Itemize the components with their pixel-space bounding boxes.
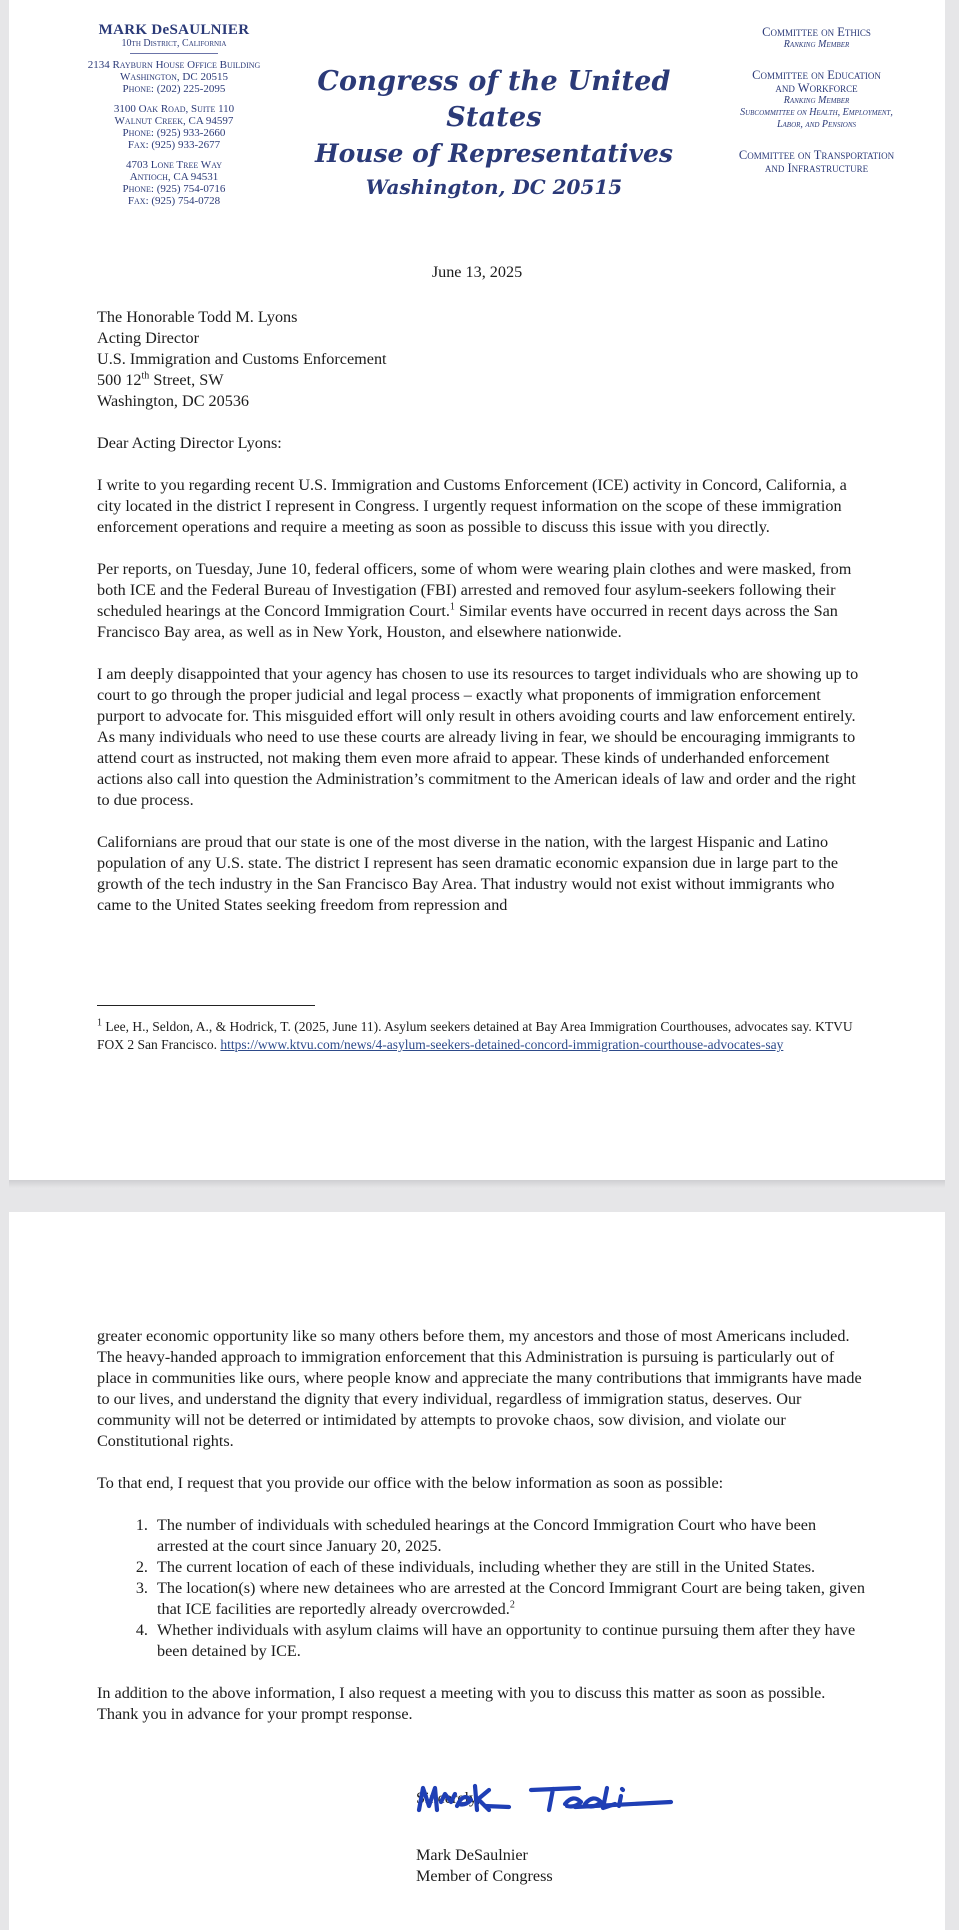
paragraph-3: I am deeply disappointed that your agency has chosen to use its resources to target individuals who are showing up to court to go through the proper judicial and legal process – exactly what proponents of immigration enforcement purport to advocate for. This misguided effort will only result in others avoiding courts and law enforcement entirely. As many individuals who need to use these courts are already living in fear, we should be encouraging immigrants to attend court as instructed, not making them even more afraid to appear. These kinds of underhanded enforcement actions also call into question the Administration’s commitment to the American ideals of law and order and the right to due process. <box>97 665 859 809</box>
request-item: 2. The current location of each of these individuals, including whether they are still in the United States. <box>152 1557 867 1578</box>
request-item: 1. The number of individuals with scheduled hearings at the Concord Immigration Court who have been arrested at the court since January 20, 2025. <box>152 1515 867 1557</box>
heading-washington: Washington, DC 20515 <box>365 175 623 199</box>
committee-name: and Infrastructure <box>764 161 869 175</box>
handwritten-signature <box>415 1780 675 1825</box>
letter-date: June 13, 2025 <box>431 263 523 281</box>
paragraph-2-text-cont: Similar events have occurred in recent days across the San Francisco Bay area, as well as in New York, Houston, and elsewhere nationwide. <box>97 602 838 641</box>
heading-congress: Congress of the United States <box>317 66 671 133</box>
recipient-name: The Honorable Todd M. Lyons <box>97 308 298 326</box>
office-line: 3100 Oak Road, Suite 110 <box>113 103 235 115</box>
paragraph-2 <box>97 559 867 643</box>
office-line: Fax: (925) 754-0728 <box>127 195 221 207</box>
footnote-1 <box>97 1018 867 1054</box>
footnote-text: Lee, H., Seldon, A., & Hodrick, T. (2025, June 11). Asylum seekers detained at Bay Area Immigration Courthouses, advocates say. KTVU FOX 2 San Francisco. <box>97 1019 853 1052</box>
committee-education <box>709 69 924 131</box>
office-address-dc <box>49 59 299 95</box>
office-address-walnut-creek <box>49 103 299 151</box>
committee-name: Committee on Transportation <box>738 148 895 162</box>
committee-role: Labor, and Pensions <box>776 119 857 130</box>
footnote-ref-1: 1 <box>449 601 455 613</box>
committee-name: Committee on Education <box>752 68 881 82</box>
request-item: 4. Whether individuals with asylum claims will have an opportunity to continue pursuing them after they have been detained by ICE. <box>152 1620 867 1662</box>
committee-name: and Workforce <box>775 81 858 95</box>
committee-role: Ranking Member <box>783 39 850 50</box>
recipient-title: Acting Director <box>97 329 200 347</box>
committee-ethics <box>709 26 924 51</box>
signer-title: Member of Congress <box>416 1867 553 1885</box>
member-name: MARK DeSAULNIER <box>98 22 250 38</box>
footnote-ref-2: 2 <box>509 1599 515 1611</box>
letter-page-1 <box>9 0 945 1180</box>
paragraph-4: Californians are proud that our state is one of the most diverse in the nation, with the largest Hispanic and Latino population of any U.S. state. The district I represent has seen dramatic economic expansion due in large part to the growth of the tech industry in the San Francisco Bay Area. That industry would not exist without immigrants who came to the United States seeking freedom from repression and <box>97 833 839 914</box>
office-line: Washington, DC 20515 <box>120 71 228 83</box>
street-number: 500 12 <box>97 371 142 389</box>
recipient-agency: U.S. Immigration and Customs Enforcement <box>97 350 387 368</box>
footnote-number: 1 <box>97 1017 102 1029</box>
committee-transportation <box>709 149 924 175</box>
page-2-body <box>97 1326 867 1746</box>
office-line: 2134 Rayburn House Office Building <box>87 59 261 71</box>
salutation: Dear Acting Director Lyons: <box>97 434 282 452</box>
paragraph-5: greater economic opportunity like so many others before them, my ancestors and those of most Americans included. The heavy-handed approach to immigration enforcement that this Administration is pursuing is particularly out of place in communities like ours, where people know and appreciate the many contributions that immigrants have made to our lives, and understand the dignity that every individual, regardless of immigration status, deserves. Our community will not be deterred or intimidated by attempts to provoke chaos, sow division, and violate our Constitutional rights. <box>97 1327 862 1450</box>
heading-house: House of Representatives <box>315 139 673 168</box>
recipient-city: Washington, DC 20536 <box>97 392 250 410</box>
paragraph-7: In addition to the above information, I also request a meeting with you to discuss this matter as soon as possible. Thank you in advance for your prompt response. <box>97 1684 826 1723</box>
request-item <box>152 1578 867 1620</box>
committee-name: Committee on Ethics <box>762 25 871 39</box>
committee-role: Ranking Member <box>783 95 850 106</box>
paragraph-2-text: Per reports, on Tuesday, June 10, federal officers, some of whom were wearing plain clothes and were masked, from both ICE and the Federal Bureau of Investigation (FBI) arrested and removed four asylum-seekers following their scheduled hearings at the Concord Immigration Court. <box>97 560 852 620</box>
footnote-link[interactable]: https://www.ktvu.com/news/4-asylum-seekers-detained-concord-immigration-courthouse-advocates-say <box>220 1037 784 1052</box>
office-line: 4703 Lone Tree Way <box>125 159 223 171</box>
street-name: Street, SW <box>149 371 224 389</box>
committee-role: Subcommittee on Health, Employment, <box>740 107 893 118</box>
closing: Sincerely, <box>416 1789 481 1807</box>
signature-image <box>415 1780 675 1820</box>
office-line: Phone: (925) 933-2660 <box>122 127 226 139</box>
street-ordinal: th <box>141 370 150 382</box>
footnote-divider <box>97 1005 315 1006</box>
paragraph-6: To that end, I request that you provide our office with the below information as soon as possible: <box>97 1474 724 1492</box>
letterhead-divider <box>130 53 218 54</box>
office-line: Fax: (925) 933-2677 <box>127 139 221 151</box>
office-line: Antioch, CA 94531 <box>129 171 219 183</box>
committee-list <box>709 26 924 193</box>
paragraph-1: I write to you regarding recent U.S. Immigration and Customs Enforcement (ICE) activity in Concord, California, a city located in the district I represent in Congress. I urgently request information on the scope of these immigration enforcement operations and require a meeting as soon as possible to discuss this issue with you directly. <box>97 476 847 536</box>
office-line: Phone: (202) 225-2095 <box>122 83 226 95</box>
office-line: Phone: (925) 754-0716 <box>122 183 226 195</box>
office-address-antioch <box>49 159 299 207</box>
request-text: The location(s) where new detainees who are arrested at the Concord Immigrant Court are being taken, given that ICE facilities are reportedly already overcrowded. <box>157 1579 865 1618</box>
page-separator <box>9 1180 945 1188</box>
member-district: 10th District, California <box>121 38 227 49</box>
congress-heading <box>299 64 689 202</box>
signer-name: Mark DeSaulnier <box>416 1846 528 1864</box>
office-line: Walnut Creek, CA 94597 <box>114 115 234 127</box>
recipient-street <box>97 370 867 391</box>
request-list <box>97 1515 867 1662</box>
recipient-address <box>97 307 867 937</box>
letterhead-contact-block <box>49 22 299 215</box>
